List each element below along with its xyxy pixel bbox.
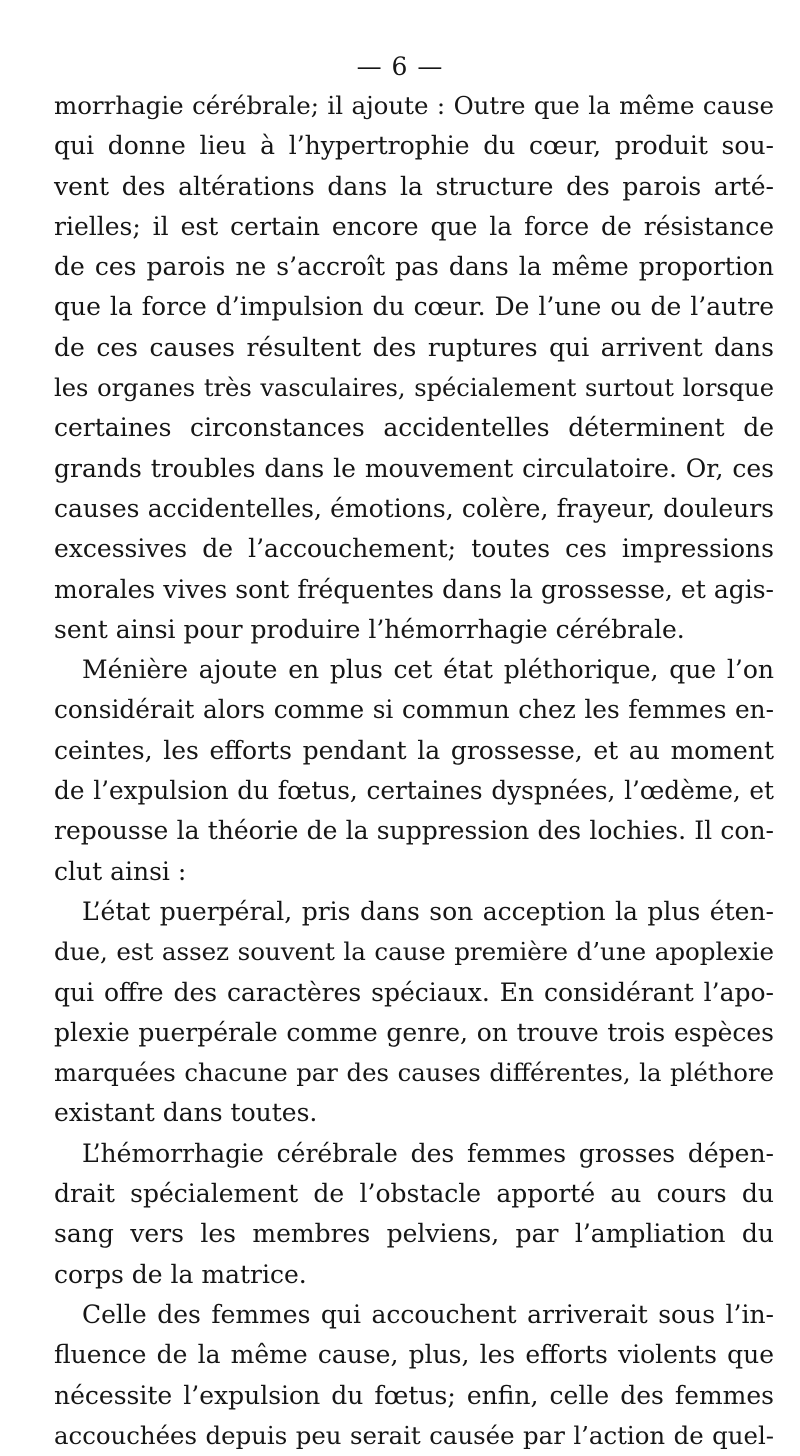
text-line: morrhagie cérébrale; il ajoute : Outre que la même cause: [54, 91, 774, 120]
text-line: de ces causes résultent des ruptures qui arrivent dans: [54, 332, 774, 362]
text-line: les organes très vasculaires, spécialement surtout lorsque: [54, 374, 774, 403]
text-line: fluence de la même cause, plus, les efforts violents que: [54, 1340, 774, 1370]
text-line: qui offre des caractères spéciaux. En considérant l’apo-: [54, 977, 774, 1007]
text-line: sang vers les membres pelviens, par l’ampliation du: [54, 1219, 774, 1249]
text-line: considérait alors comme si commun chez les femmes en-: [54, 695, 774, 725]
text-line: nécessite l’expulsion du fœtus; enfin, celle des femmes: [54, 1380, 774, 1410]
text-line: que la force d’impulsion du cœur. De l’une ou de l’autre: [54, 292, 774, 322]
text-line: Ménière ajoute en plus cet état pléthorique, que l’on: [82, 655, 774, 685]
text-line: plexie puerpérale comme genre, on trouve trois espèces: [54, 1017, 774, 1047]
text-line: de l’expulsion du fœtus, certaines dyspnées, l’œdème, et: [54, 776, 774, 806]
page-number: — 6 —: [356, 52, 444, 81]
text-line: rielles; il est certain encore que la force de résistance: [54, 211, 774, 241]
text-line: causes accidentelles, émotions, colère, frayeur, douleurs: [54, 493, 774, 523]
text-line: due, est assez souvent la cause première d’une apoplexie: [54, 937, 774, 967]
text-line: marquées chacune par des causes différentes, la pléthore: [54, 1058, 774, 1088]
text-line: vent des altérations dans la structure des parois arté-: [54, 171, 774, 201]
text-line: Celle des femmes qui accouchent arriverait sous l’in-: [82, 1299, 774, 1329]
text-line: sent ainsi pour produire l’hémorrhagie cérébrale.: [54, 614, 685, 644]
text-line: de ces parois ne s’accroît pas dans la même proportion: [54, 252, 774, 282]
text-line: L’hémorrhagie cérébrale des femmes grosses dépen-: [82, 1138, 774, 1168]
text-line: morales vives sont fréquentes dans la grossesse, et agis-: [54, 574, 774, 604]
text-line: clut ainsi :: [54, 856, 187, 886]
text-line: L’état puerpéral, pris dans son acception la plus éten-: [82, 896, 774, 926]
text-line: qui donne lieu à l’hypertrophie du cœur, produit sou-: [54, 131, 774, 161]
text-line: grands troubles dans le mouvement circulatoire. Or, ces: [54, 453, 774, 483]
text-line: drait spécialement de l’obstacle apporté au cours du: [54, 1179, 774, 1209]
text-line: repousse la théorie de la suppression des lochies. Il con-: [54, 816, 774, 846]
text-line: accouchées depuis peu serait causée par l’action de quel-: [54, 1420, 774, 1450]
text-line: ceintes, les efforts pendant la grossesse, et au moment: [54, 735, 774, 765]
body-text: [54, 86, 774, 1456]
text-line: corps de la matrice.: [54, 1259, 307, 1289]
text-line: existant dans toutes.: [54, 1098, 318, 1128]
text-line: excessives de l’accouchement; toutes ces impressions: [54, 534, 774, 564]
text-line: certaines circonstances accidentelles déterminent de: [54, 413, 774, 443]
